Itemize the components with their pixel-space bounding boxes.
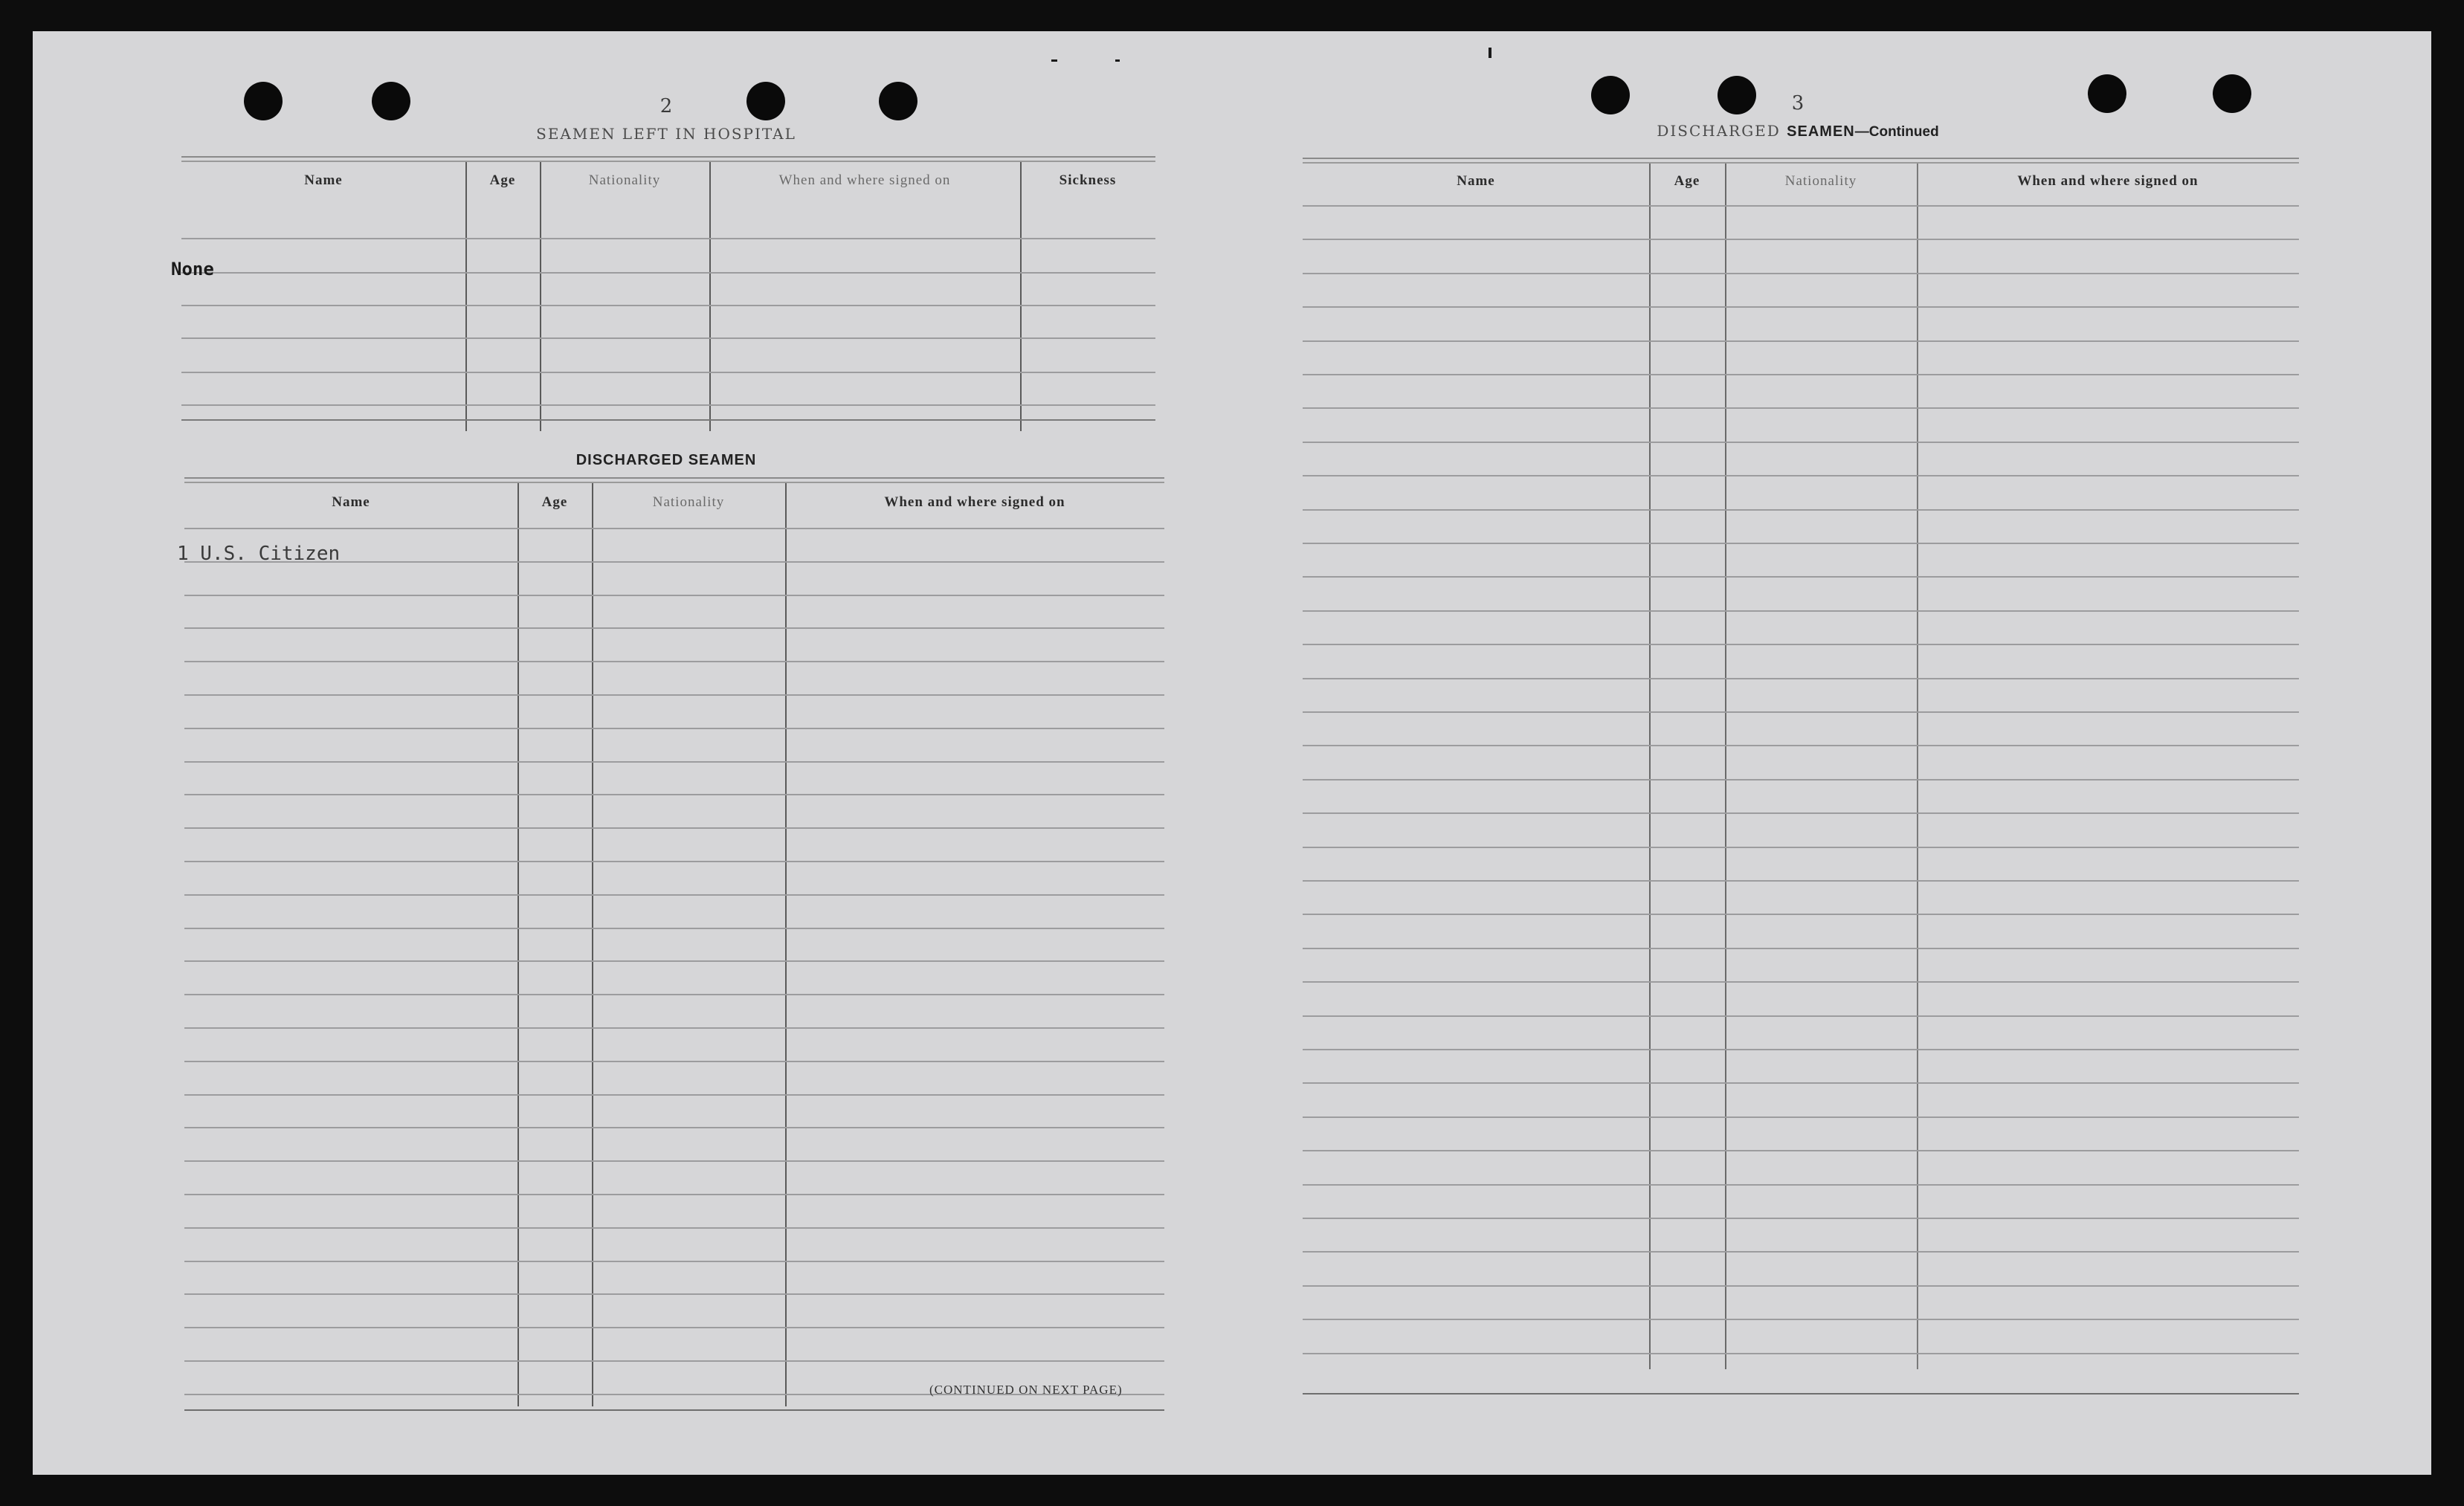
ruled-line <box>1303 475 2299 476</box>
ruled-line <box>184 894 1164 896</box>
ruled-line <box>184 1094 1164 1096</box>
ruled-line <box>1303 374 2299 375</box>
ruled-line <box>184 1261 1164 1262</box>
ruled-line <box>1303 442 2299 443</box>
ruled-line <box>1303 1285 2299 1287</box>
page-number-right: 3 <box>1791 92 1805 114</box>
ruled-line <box>1303 239 2299 240</box>
continued-col-signed-on: When and where signed on <box>2017 173 2199 189</box>
scan-mark <box>1489 48 1491 58</box>
ruled-line <box>184 1227 1164 1229</box>
ruled-line <box>184 928 1164 929</box>
hospital-section-title: SEAMEN LEFT IN HOSPITAL <box>536 125 796 143</box>
ruled-line <box>184 1061 1164 1062</box>
ruled-line <box>184 595 1164 596</box>
ruled-line <box>1303 880 2299 882</box>
discharged-table-right <box>1303 158 2299 1399</box>
hospital-col-nationality: Nationality <box>588 172 661 188</box>
ruled-line-bottom <box>184 1409 1164 1411</box>
punch-hole <box>1718 76 1756 114</box>
punch-hole <box>2213 74 2251 113</box>
ruled-line <box>1303 1015 2299 1017</box>
ruled-line <box>1303 407 2299 409</box>
scan-mark <box>1051 59 1057 62</box>
ruled-line <box>1303 340 2299 342</box>
punch-hole <box>2088 74 2126 113</box>
continued-col-name: Name <box>1457 173 1495 189</box>
discharged-col-nationality: Nationality <box>652 494 725 510</box>
ruled-line <box>184 994 1164 995</box>
ruled-line <box>1303 847 2299 848</box>
punch-hole <box>372 82 410 120</box>
ruled-line <box>184 1360 1164 1362</box>
ruled-line <box>184 1127 1164 1128</box>
continued-col-nationality: Nationality <box>1784 173 1857 189</box>
ruled-line <box>184 1194 1164 1195</box>
title-strong: SEAMEN <box>1787 123 1855 140</box>
ruled-line <box>184 1327 1164 1328</box>
ruled-line <box>184 794 1164 795</box>
ruled-line <box>1303 678 2299 679</box>
ruled-line <box>1303 812 2299 814</box>
ruled-line <box>1303 509 2299 511</box>
title-light: DISCHARGED <box>1657 122 1781 140</box>
punch-hole <box>879 82 917 120</box>
hospital-entry-none: None <box>171 259 214 279</box>
ruled-line <box>184 528 1164 529</box>
ruled-line <box>184 1160 1164 1162</box>
ruled-line <box>184 761 1164 763</box>
ruled-line <box>184 1293 1164 1295</box>
ruled-line <box>1303 205 2299 207</box>
discharged-table-left <box>177 477 1164 1412</box>
ruled-line <box>1303 948 2299 949</box>
discharged-col-age: Age <box>541 494 568 510</box>
scan-mark <box>1115 59 1120 62</box>
discharged-continued-title <box>1657 122 1938 140</box>
hospital-table <box>171 156 1155 431</box>
title-continued: —Continued <box>1854 124 1939 140</box>
ruled-line <box>1303 1218 2299 1219</box>
ruled-line <box>1303 543 2299 544</box>
hospital-col-name: Name <box>304 172 343 188</box>
continued-footer: (CONTINUED ON NEXT PAGE) <box>929 1383 1123 1397</box>
ruled-line <box>1303 610 2299 612</box>
ruled-line <box>1303 1353 2299 1354</box>
ruled-line <box>1303 711 2299 713</box>
ruled-line <box>184 694 1164 696</box>
ruled-line <box>184 627 1164 629</box>
discharged-section-title: DISCHARGED SEAMEN <box>575 452 757 468</box>
ruled-line-bottom <box>1303 1393 2299 1394</box>
ruled-line <box>1303 1251 2299 1253</box>
scanned-form-sheet <box>33 31 2431 1475</box>
ruled-line <box>1303 745 2299 746</box>
ruled-line <box>1303 1184 2299 1186</box>
ruled-line <box>184 728 1164 729</box>
ruled-line <box>1303 306 2299 308</box>
page-number-left: 2 <box>659 95 673 117</box>
ruled-line <box>1303 644 2299 645</box>
continued-col-age: Age <box>1674 173 1700 189</box>
hospital-col-age: Age <box>489 172 516 188</box>
punch-hole <box>746 82 785 120</box>
ruled-line <box>184 661 1164 662</box>
ruled-line <box>1303 981 2299 983</box>
discharged-entry-citizen: 1 U.S. Citizen <box>177 543 341 565</box>
ruled-line <box>1303 1082 2299 1084</box>
ruled-line <box>1303 1049 2299 1050</box>
ruled-line <box>1303 273 2299 274</box>
discharged-col-signed-on: When and where signed on <box>884 494 1065 510</box>
ruled-line <box>184 827 1164 829</box>
hospital-col-signed-on: When and where signed on <box>778 172 951 188</box>
ruled-line <box>1303 1150 2299 1151</box>
ruled-line <box>1303 779 2299 781</box>
ruled-line <box>184 861 1164 862</box>
discharged-col-name: Name <box>332 494 370 510</box>
ruled-line <box>1303 914 2299 915</box>
ruled-line <box>184 1027 1164 1029</box>
ruled-line <box>1303 1116 2299 1118</box>
punch-hole <box>244 82 283 120</box>
hospital-col-sickness: Sickness <box>1059 172 1117 188</box>
ruled-line <box>1303 576 2299 578</box>
punch-hole <box>1591 76 1630 114</box>
ruled-line <box>1303 1319 2299 1320</box>
ruled-line <box>184 960 1164 962</box>
